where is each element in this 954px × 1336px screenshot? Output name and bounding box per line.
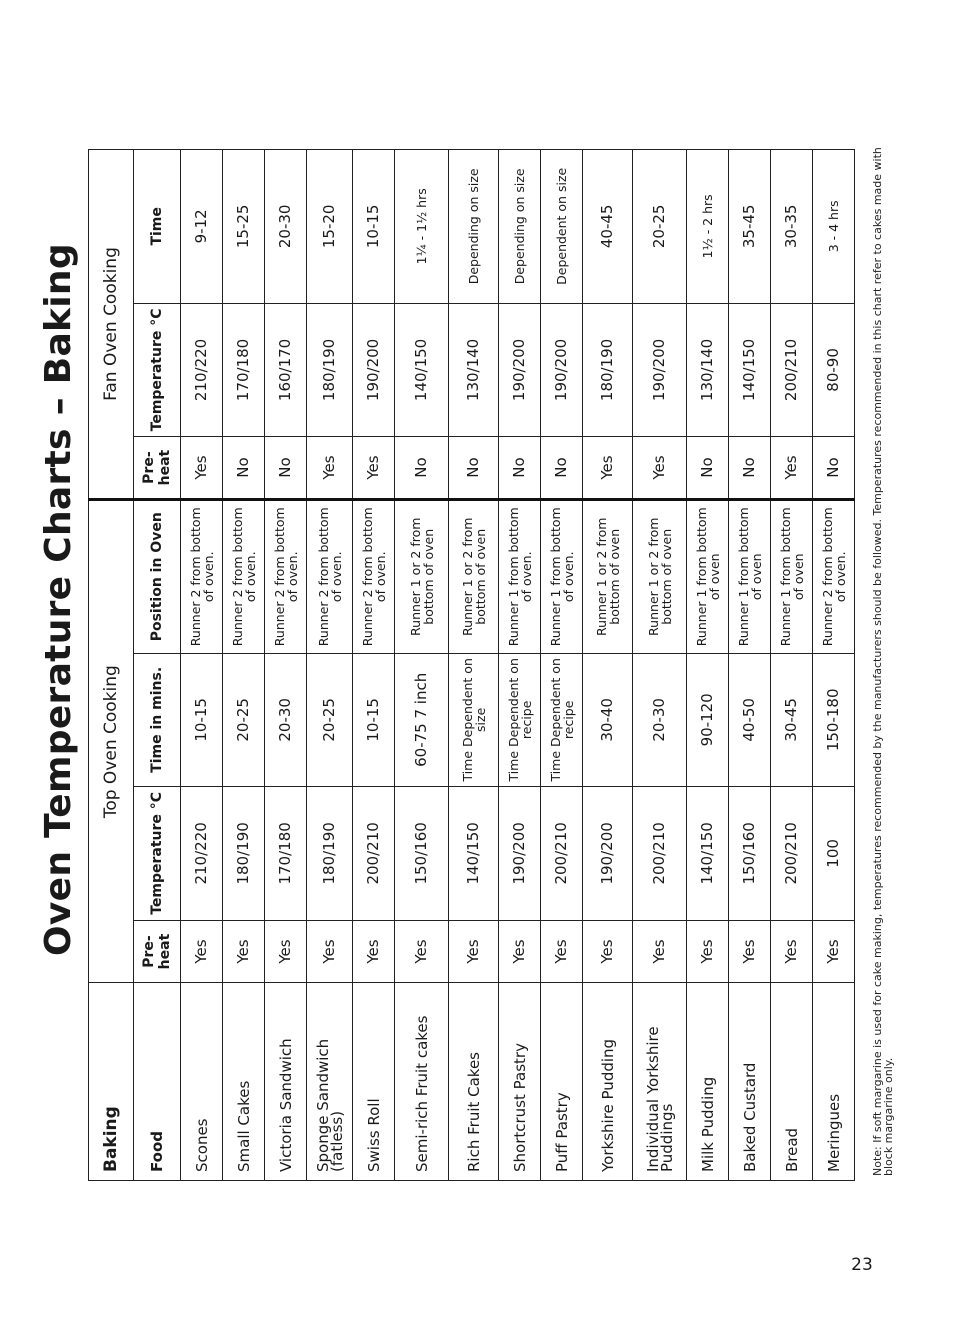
row-fan-preheat: No xyxy=(729,437,771,500)
row-position: Runner 2 from bottom of oven. xyxy=(813,499,855,653)
page-number: 23 xyxy=(851,1255,873,1276)
row-food: Puff Pastry xyxy=(541,983,583,1181)
row-fan-preheat: No xyxy=(687,437,729,500)
col-food: Food xyxy=(134,983,181,1181)
row-top-temperature: 140/150 xyxy=(687,787,729,921)
row-food: Swiss Roll xyxy=(353,983,395,1181)
row-fan-time: 3 - 4 hrs xyxy=(813,150,855,304)
row-fan-preheat: No xyxy=(449,437,499,500)
column-header-row xyxy=(134,150,181,1181)
row-preheat: Yes xyxy=(223,920,265,983)
table-row xyxy=(583,150,633,1181)
row-top-time: 30-40 xyxy=(583,653,633,787)
row-fan-temperature: 200/210 xyxy=(771,303,813,437)
row-fan-time: 40-45 xyxy=(583,150,633,304)
row-fan-time: Depending on size xyxy=(499,150,541,304)
row-food: Milk Pudding xyxy=(687,983,729,1181)
row-preheat: Yes xyxy=(771,920,813,983)
row-top-time: 90-120 xyxy=(687,653,729,787)
row-top-time: 20-25 xyxy=(307,653,353,787)
row-fan-preheat: Yes xyxy=(353,437,395,500)
top-oven-group-header: Top Oven Cooking xyxy=(89,499,134,982)
row-top-time: 60-75 7 inch xyxy=(395,653,449,787)
row-food: Meringues xyxy=(813,983,855,1181)
row-top-temperature: 150/160 xyxy=(395,787,449,921)
row-food: Bread xyxy=(771,983,813,1181)
row-preheat: Yes xyxy=(181,920,223,983)
row-food: Semi-rich Fruit cakes xyxy=(395,983,449,1181)
row-fan-temperature: 190/200 xyxy=(541,303,583,437)
col-top-time: Time in mins. xyxy=(134,653,181,787)
group-header-row xyxy=(89,150,134,1181)
row-fan-temperature: 170/180 xyxy=(223,303,265,437)
row-top-time: 40-50 xyxy=(729,653,771,787)
row-fan-preheat: No xyxy=(541,437,583,500)
row-fan-preheat: No xyxy=(499,437,541,500)
col-position: Position in Oven xyxy=(134,499,181,653)
row-position: Runner 2 from bottom of oven. xyxy=(353,499,395,653)
fan-oven-group-header: Fan Oven Cooking xyxy=(89,150,134,500)
row-position: Runner 2 from bottom of oven. xyxy=(307,499,353,653)
table-row xyxy=(633,150,687,1181)
row-preheat: Yes xyxy=(395,920,449,983)
page-title: Oven Temperature Charts – Baking xyxy=(38,243,79,956)
row-top-temperature: 140/150 xyxy=(449,787,499,921)
footnote: Note: If soft margarine is used for cake making, temperatures recommended by the manufacturers should be followed. Temperatures recommended in this chart refer to cakes made with block margarine only. xyxy=(871,147,895,1176)
row-fan-time: 35-45 xyxy=(729,150,771,304)
row-fan-temperature: 190/200 xyxy=(633,303,687,437)
row-top-time: Time Dependent on recipe xyxy=(499,653,541,787)
row-position: Runner 1 from bottom of oven xyxy=(771,499,813,653)
row-fan-temperature: 80-90 xyxy=(813,303,855,437)
table-row xyxy=(307,150,353,1181)
table-row xyxy=(223,150,265,1181)
row-top-time: 20-30 xyxy=(265,653,307,787)
row-preheat: Yes xyxy=(633,920,687,983)
table-row xyxy=(499,150,541,1181)
row-fan-time: 20-30 xyxy=(265,150,307,304)
row-top-time: Time Dependent on recipe xyxy=(541,653,583,787)
row-top-time: 150-180 xyxy=(813,653,855,787)
row-top-time: 10-15 xyxy=(353,653,395,787)
row-fan-preheat: No xyxy=(395,437,449,500)
row-food: Shortcrust Pastry xyxy=(499,983,541,1181)
row-top-time: Time Dependent on size xyxy=(449,653,499,787)
row-position: Runner 1 or 2 from bottom of oven xyxy=(395,499,449,653)
row-fan-preheat: Yes xyxy=(771,437,813,500)
row-preheat: Yes xyxy=(687,920,729,983)
row-fan-temperature: 160/170 xyxy=(265,303,307,437)
row-food: Baked Custard xyxy=(729,983,771,1181)
table-row xyxy=(771,150,813,1181)
row-preheat: Yes xyxy=(265,920,307,983)
baking-chart-table xyxy=(88,149,855,1181)
row-fan-preheat: Yes xyxy=(307,437,353,500)
row-position: Runner 1 from bottom of oven. xyxy=(499,499,541,653)
row-top-temperature: 200/210 xyxy=(633,787,687,921)
row-top-temperature: 200/210 xyxy=(771,787,813,921)
row-top-temperature: 210/220 xyxy=(181,787,223,921)
row-preheat: Yes xyxy=(449,920,499,983)
table-row xyxy=(687,150,729,1181)
row-fan-preheat: No xyxy=(265,437,307,500)
row-fan-time: 9-12 xyxy=(181,150,223,304)
row-top-temperature: 100 xyxy=(813,787,855,921)
col-fan-temperature: Temperature °C xyxy=(134,303,181,437)
row-preheat: Yes xyxy=(583,920,633,983)
row-position: Runner 1 from bottom of oven. xyxy=(541,499,583,653)
table-row xyxy=(729,150,771,1181)
row-position: Runner 1 or 2 from bottom of oven xyxy=(583,499,633,653)
row-fan-preheat: No xyxy=(223,437,265,500)
row-fan-temperature: 180/190 xyxy=(583,303,633,437)
row-food: Yorkshire Pudding xyxy=(583,983,633,1181)
row-fan-temperature: 130/140 xyxy=(449,303,499,437)
row-fan-time: 10-15 xyxy=(353,150,395,304)
row-top-time: 20-25 xyxy=(223,653,265,787)
row-fan-temperature: 210/220 xyxy=(181,303,223,437)
row-food: Individual Yorkshire Puddings xyxy=(633,983,687,1181)
row-position: Runner 2 from bottom of oven. xyxy=(265,499,307,653)
table-row xyxy=(813,150,855,1181)
col-preheat: Pre-heat xyxy=(134,920,181,983)
row-position: Runner 2 from bottom of oven. xyxy=(181,499,223,653)
row-preheat: Yes xyxy=(353,920,395,983)
row-fan-temperature: 130/140 xyxy=(687,303,729,437)
row-fan-temperature: 190/200 xyxy=(499,303,541,437)
row-fan-temperature: 140/150 xyxy=(729,303,771,437)
row-top-temperature: 150/160 xyxy=(729,787,771,921)
table-row xyxy=(353,150,395,1181)
row-top-temperature: 190/200 xyxy=(583,787,633,921)
row-preheat: Yes xyxy=(307,920,353,983)
table-row xyxy=(395,150,449,1181)
table-row xyxy=(449,150,499,1181)
row-preheat: Yes xyxy=(729,920,771,983)
row-position: Runner 1 from bottom of oven xyxy=(687,499,729,653)
row-top-temperature: 170/180 xyxy=(265,787,307,921)
row-preheat: Yes xyxy=(541,920,583,983)
row-preheat: Yes xyxy=(813,920,855,983)
row-food: Small Cakes xyxy=(223,983,265,1181)
col-fan-time: Time xyxy=(134,150,181,304)
row-food: Rich Fruit Cakes xyxy=(449,983,499,1181)
table-row xyxy=(541,150,583,1181)
row-fan-time: Depending on size xyxy=(449,150,499,304)
row-position: Runner 1 or 2 from bottom of oven xyxy=(633,499,687,653)
row-top-time: 30-45 xyxy=(771,653,813,787)
row-fan-time: 30-35 xyxy=(771,150,813,304)
table-row xyxy=(181,150,223,1181)
row-top-temperature: 180/190 xyxy=(223,787,265,921)
row-top-temperature: 200/210 xyxy=(541,787,583,921)
row-fan-time: 1½ - 2 hrs xyxy=(687,150,729,304)
row-fan-temperature: 140/150 xyxy=(395,303,449,437)
row-fan-preheat: Yes xyxy=(181,437,223,500)
row-fan-time: 1¼ - 1½ hrs xyxy=(395,150,449,304)
section-label: Baking xyxy=(89,983,134,1181)
row-fan-temperature: 180/190 xyxy=(307,303,353,437)
row-food: Victoria Sandwich xyxy=(265,983,307,1181)
table-row xyxy=(265,150,307,1181)
row-fan-preheat: No xyxy=(813,437,855,500)
row-fan-time: 20-25 xyxy=(633,150,687,304)
row-top-temperature: 200/210 xyxy=(353,787,395,921)
row-position: Runner 1 or 2 from bottom of oven xyxy=(449,499,499,653)
row-top-temperature: 190/200 xyxy=(499,787,541,921)
row-position: Runner 2 from bottom of oven. xyxy=(223,499,265,653)
row-preheat: Yes xyxy=(499,920,541,983)
row-position: Runner 1 from bottom of oven xyxy=(729,499,771,653)
row-fan-time: 15-20 xyxy=(307,150,353,304)
row-fan-preheat: Yes xyxy=(633,437,687,500)
row-food: Scones xyxy=(181,983,223,1181)
col-top-temperature: Temperature °C xyxy=(134,787,181,921)
row-top-time: 10-15 xyxy=(181,653,223,787)
row-food: Sponge Sandwich (fatless) xyxy=(307,983,353,1181)
row-fan-time: Dependent on size xyxy=(541,150,583,304)
row-fan-preheat: Yes xyxy=(583,437,633,500)
row-fan-temperature: 190/200 xyxy=(353,303,395,437)
row-top-time: 20-30 xyxy=(633,653,687,787)
row-fan-time: 15-25 xyxy=(223,150,265,304)
row-top-temperature: 180/190 xyxy=(307,787,353,921)
col-fan-preheat: Pre-heat xyxy=(134,437,181,500)
